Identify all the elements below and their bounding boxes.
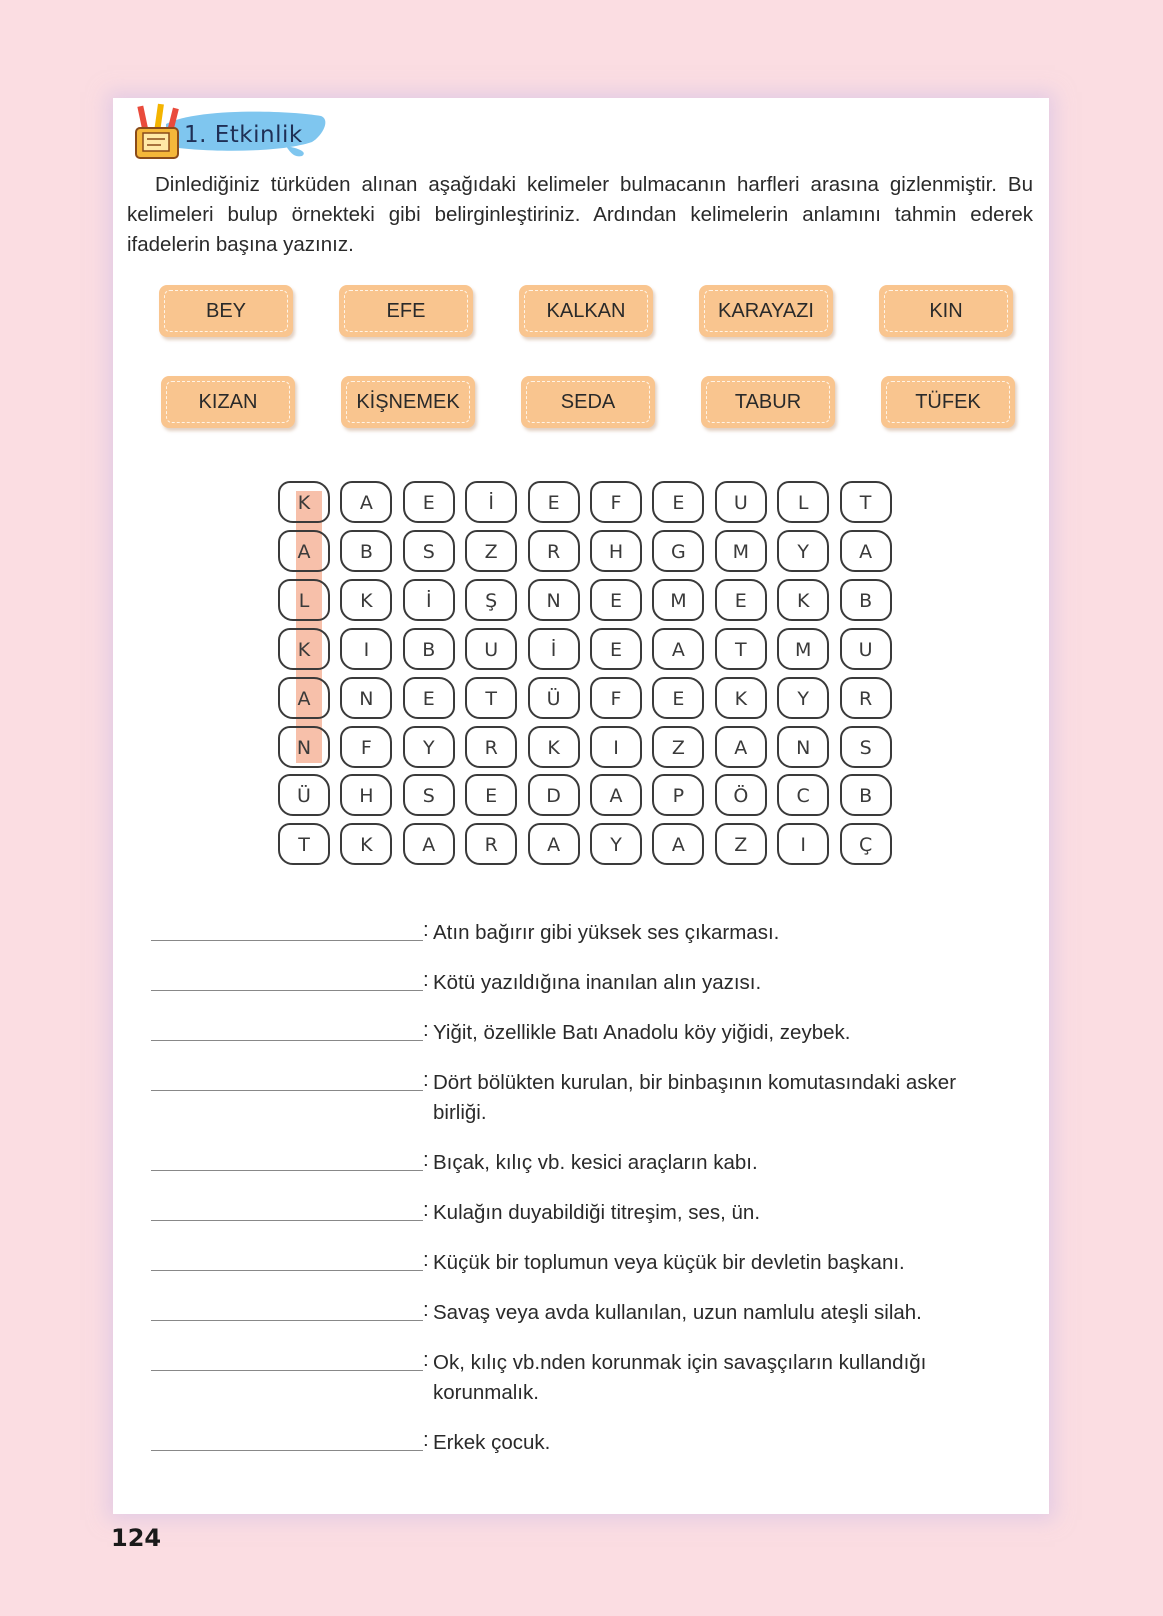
- colon: :: [423, 1148, 429, 1171]
- answer-blank[interactable]: [151, 1220, 423, 1221]
- puzzle-cell[interactable]: [590, 726, 642, 768]
- definition-text: Kulağın duyabildiği titreşim, ses, ün.: [433, 1201, 761, 1224]
- word-search-grid: [278, 481, 904, 869]
- word-chip: EFE: [339, 285, 473, 337]
- puzzle-letter: K: [360, 834, 373, 857]
- puzzle-cell[interactable]: [465, 823, 517, 865]
- activity-header: [126, 102, 336, 166]
- puzzle-cell[interactable]: [278, 726, 330, 768]
- word-chip: KIZAN: [161, 376, 295, 428]
- puzzle-cell[interactable]: [340, 530, 392, 572]
- puzzle-letter: M: [670, 589, 687, 612]
- colon: :: [423, 1018, 429, 1041]
- puzzle-letter: N: [359, 687, 374, 710]
- puzzle-cell[interactable]: [652, 481, 704, 523]
- answer-blank[interactable]: [151, 1320, 423, 1321]
- activity-title: 1. Etkinlik: [184, 122, 303, 148]
- puzzle-cell[interactable]: [777, 774, 829, 816]
- puzzle-letter: A: [671, 638, 685, 661]
- word-chip: KARAYAZI: [699, 285, 833, 337]
- puzzle-letter: I: [613, 736, 619, 759]
- puzzle-letter: S: [859, 736, 872, 759]
- puzzle-cell[interactable]: [278, 530, 330, 572]
- definition-text: Bıçak, kılıç vb. kesici araçların kabı.: [433, 1151, 758, 1174]
- answer-blank[interactable]: [151, 1450, 423, 1451]
- puzzle-letter: A: [297, 687, 311, 710]
- puzzle-letter: I: [363, 638, 370, 661]
- puzzle-cell[interactable]: [528, 628, 580, 670]
- colon: :: [423, 1248, 429, 1271]
- puzzle-letter: F: [610, 687, 622, 710]
- puzzle-letter: T: [298, 834, 310, 857]
- word-chip: TABUR: [701, 376, 835, 428]
- definition-text: Erkek çocuk.: [433, 1431, 551, 1454]
- word-chip: KİŞNEMEK: [341, 376, 475, 428]
- puzzle-cell[interactable]: [715, 677, 767, 719]
- puzzle-cell[interactable]: [528, 677, 580, 719]
- puzzle-cell[interactable]: [403, 774, 455, 816]
- puzzle-letter: R: [484, 736, 498, 759]
- puzzle-letter: P: [672, 785, 685, 808]
- puzzle-cell[interactable]: [715, 823, 767, 865]
- puzzle-cell[interactable]: [465, 726, 517, 768]
- puzzle-cell[interactable]: [465, 677, 517, 719]
- puzzle-letter: M: [794, 638, 812, 661]
- answer-blank[interactable]: [151, 940, 423, 941]
- puzzle-cell[interactable]: [590, 481, 642, 523]
- puzzle-letter: T: [859, 492, 872, 514]
- puzzle-letter: N: [296, 736, 312, 759]
- puzzle-cell[interactable]: [652, 530, 704, 572]
- colon: :: [423, 1298, 429, 1321]
- puzzle-cell[interactable]: [465, 530, 517, 572]
- colon: :: [423, 1348, 429, 1371]
- answer-blank[interactable]: [151, 1270, 423, 1271]
- puzzle-cell[interactable]: [840, 823, 892, 865]
- puzzle-letter: Y: [610, 834, 622, 857]
- puzzle-cell[interactable]: [652, 579, 704, 621]
- puzzle-cell[interactable]: [840, 628, 892, 670]
- puzzle-cell[interactable]: [652, 726, 704, 768]
- puzzle-letter: A: [297, 540, 311, 563]
- puzzle-cell[interactable]: [278, 823, 330, 865]
- puzzle-cell[interactable]: [278, 481, 330, 523]
- puzzle-cell[interactable]: [528, 823, 580, 865]
- puzzle-cell[interactable]: [340, 677, 392, 719]
- puzzle-letter: E: [422, 687, 435, 710]
- puzzle-cell[interactable]: [840, 481, 892, 523]
- puzzle-cell[interactable]: [528, 579, 580, 621]
- puzzle-letter: C: [796, 785, 810, 808]
- puzzle-letter: Z: [484, 540, 498, 563]
- puzzle-letter: S: [422, 785, 435, 808]
- puzzle-letter: U: [484, 638, 499, 661]
- puzzle-letter: K: [734, 687, 748, 710]
- answer-blank[interactable]: [151, 1040, 423, 1041]
- puzzle-cell[interactable]: [840, 774, 892, 816]
- puzzle-letter: F: [360, 736, 372, 759]
- answer-blank[interactable]: [151, 1090, 423, 1091]
- puzzle-letter: F: [610, 492, 622, 514]
- puzzle-letter: Y: [422, 736, 435, 759]
- definition-text: Dört bölükten kurulan, bir binbaşının komutasındaki asker birliği.: [433, 1071, 957, 1124]
- definition-text: Savaş veya avda kullanılan, uzun namlulu ateşli silah.: [433, 1301, 922, 1324]
- puzzle-letter: T: [485, 687, 497, 710]
- puzzle-letter: E: [609, 589, 622, 612]
- puzzle-cell[interactable]: [840, 677, 892, 719]
- puzzle-cell[interactable]: [278, 677, 330, 719]
- puzzle-cell[interactable]: [403, 579, 455, 621]
- puzzle-cell[interactable]: [465, 481, 517, 523]
- puzzle-cell[interactable]: [278, 628, 330, 670]
- puzzle-cell[interactable]: [528, 530, 580, 572]
- puzzle-cell[interactable]: [652, 628, 704, 670]
- colon: :: [423, 968, 429, 991]
- answer-blank[interactable]: [151, 1370, 423, 1371]
- puzzle-cell[interactable]: [340, 481, 392, 523]
- puzzle-cell[interactable]: [777, 579, 829, 621]
- puzzle-cell[interactable]: [715, 579, 767, 621]
- puzzle-letter: U: [858, 638, 873, 661]
- puzzle-cell[interactable]: [652, 677, 704, 719]
- word-chip: KIN: [879, 285, 1013, 337]
- puzzle-letter: T: [734, 638, 747, 661]
- word-chip: TÜFEK: [881, 376, 1015, 428]
- puzzle-letter: A: [609, 785, 623, 808]
- puzzle-cell[interactable]: [652, 774, 704, 816]
- puzzle-cell[interactable]: [840, 579, 892, 621]
- definition-text: Yiğit, özellikle Batı Anadolu köy yiğidi, zeybek.: [433, 1021, 851, 1044]
- puzzle-cell[interactable]: [403, 823, 455, 865]
- instructions-text: Dinlediğiniz türküden alınan aşağıdaki kelimeler bulmacanın harfleri arasına gizlenmiştir. Bu kelimeleri bulup örnekteki gibi belirginleştiriniz. Ardından kelimelerin anlamını tahmin ederek ifadelerin başına yazınız.: [127, 173, 1033, 256]
- puzzle-letter: B: [422, 638, 436, 661]
- puzzle-cell[interactable]: [403, 481, 455, 523]
- puzzle-letter: A: [422, 834, 436, 857]
- puzzle-letter: L: [797, 492, 809, 514]
- puzzle-letter: K: [547, 736, 560, 759]
- puzzle-cell[interactable]: [715, 726, 767, 768]
- puzzle-letter: İ: [488, 492, 494, 514]
- puzzle-cell[interactable]: [465, 628, 517, 670]
- puzzle-letter: U: [733, 492, 748, 514]
- puzzle-letter: M: [732, 540, 749, 563]
- puzzle-letter: I: [800, 834, 806, 857]
- puzzle-cell[interactable]: [652, 823, 704, 865]
- answer-blank[interactable]: [151, 1170, 423, 1171]
- puzzle-letter: E: [672, 492, 685, 514]
- puzzle-letter: E: [672, 687, 685, 710]
- puzzle-letter: Y: [797, 540, 809, 563]
- puzzle-letter: A: [671, 834, 685, 857]
- puzzle-cell[interactable]: [403, 628, 455, 670]
- puzzle-letter: Y: [797, 687, 809, 710]
- puzzle-letter: Ş: [485, 589, 498, 612]
- puzzle-cell[interactable]: [340, 774, 392, 816]
- puzzle-letter: E: [422, 492, 435, 514]
- puzzle-letter: E: [485, 785, 498, 808]
- definition-text: Küçük bir toplumun veya küçük bir devletin başkanı.: [433, 1251, 905, 1274]
- puzzle-letter: R: [546, 540, 561, 563]
- puzzle-cell[interactable]: [278, 774, 330, 816]
- puzzle-cell[interactable]: [403, 677, 455, 719]
- puzzle-letter: N: [546, 589, 561, 612]
- puzzle-cell[interactable]: [715, 530, 767, 572]
- puzzle-cell[interactable]: [715, 481, 767, 523]
- puzzle-cell[interactable]: [528, 481, 580, 523]
- puzzle-letter: E: [734, 589, 747, 612]
- puzzle-letter: İ: [425, 589, 432, 612]
- puzzle-letter: A: [734, 736, 748, 759]
- puzzle-cell[interactable]: [715, 628, 767, 670]
- colon: :: [423, 1428, 429, 1451]
- puzzle-cell[interactable]: [777, 726, 829, 768]
- puzzle-cell[interactable]: [777, 628, 829, 670]
- puzzle-cell[interactable]: [777, 677, 829, 719]
- puzzle-letter: K: [796, 589, 810, 612]
- puzzle-letter: B: [859, 589, 873, 612]
- puzzle-cell[interactable]: [777, 481, 829, 523]
- definition-text: Ok, kılıç vb.nden korunmak için savaşçıların kullandığı korunmalık.: [433, 1351, 927, 1404]
- puzzle-cell[interactable]: [528, 726, 580, 768]
- puzzle-cell[interactable]: [777, 823, 829, 865]
- puzzle-letter: H: [608, 540, 624, 563]
- worksheet-page: [113, 98, 1049, 1514]
- puzzle-letter: İ: [550, 638, 557, 661]
- puzzle-cell[interactable]: [590, 530, 642, 572]
- puzzle-letter: Ü: [297, 785, 311, 808]
- puzzle-cell[interactable]: [465, 579, 517, 621]
- puzzle-cell[interactable]: [403, 530, 455, 572]
- puzzle-letter: N: [796, 736, 811, 759]
- puzzle-cell[interactable]: [528, 774, 580, 816]
- puzzle-letter: K: [360, 589, 373, 612]
- page-number: 124: [111, 1524, 162, 1552]
- puzzle-cell[interactable]: [340, 726, 392, 768]
- puzzle-cell[interactable]: [340, 579, 392, 621]
- puzzle-letter: K: [297, 638, 311, 661]
- definition-text: Kötü yazıldığına inanılan alın yazısı.: [433, 971, 762, 994]
- word-chip: KALKAN: [519, 285, 653, 337]
- puzzle-letter: Ö: [733, 785, 749, 808]
- puzzle-letter: D: [546, 785, 561, 808]
- answer-blank[interactable]: [151, 990, 423, 991]
- puzzle-letter: A: [359, 492, 373, 514]
- puzzle-cell[interactable]: [590, 774, 642, 816]
- puzzle-letter: Z: [671, 736, 685, 759]
- definition-text: Atın bağırır gibi yüksek ses çıkarması.: [433, 921, 780, 944]
- word-chip: BEY: [159, 285, 293, 337]
- puzzle-letter: S: [422, 540, 435, 563]
- puzzle-letter: K: [297, 492, 311, 514]
- puzzle-cell[interactable]: [278, 579, 330, 621]
- puzzle-cell[interactable]: [590, 579, 642, 621]
- puzzle-cell[interactable]: [340, 628, 392, 670]
- puzzle-letter: B: [359, 540, 373, 563]
- puzzle-cell[interactable]: [715, 774, 767, 816]
- puzzle-cell[interactable]: [590, 823, 642, 865]
- word-chip: SEDA: [521, 376, 655, 428]
- puzzle-cell[interactable]: [840, 726, 892, 768]
- puzzle-letter: B: [859, 785, 873, 808]
- puzzle-letter: R: [484, 834, 498, 857]
- puzzle-cell[interactable]: [340, 823, 392, 865]
- colon: :: [423, 1198, 429, 1221]
- puzzle-cell[interactable]: [590, 628, 642, 670]
- puzzle-letter: G: [671, 540, 686, 563]
- puzzle-letter: R: [858, 687, 873, 710]
- puzzle-cell[interactable]: [590, 677, 642, 719]
- puzzle-cell[interactable]: [403, 726, 455, 768]
- puzzle-cell[interactable]: [465, 774, 517, 816]
- puzzle-letter: A: [859, 540, 873, 563]
- puzzle-letter: L: [298, 589, 310, 612]
- puzzle-letter: Ç: [858, 834, 873, 857]
- instructions: [127, 170, 1033, 260]
- colon: :: [423, 1068, 429, 1091]
- puzzle-letter: Ü: [546, 687, 561, 710]
- puzzle-cell[interactable]: [840, 530, 892, 572]
- puzzle-letter: E: [547, 492, 560, 514]
- puzzle-letter: H: [359, 785, 374, 808]
- puzzle-cell[interactable]: [777, 530, 829, 572]
- puzzle-letter: E: [609, 638, 622, 661]
- puzzle-letter: Z: [734, 834, 748, 857]
- colon: :: [423, 918, 429, 941]
- puzzle-letter: A: [547, 834, 561, 857]
